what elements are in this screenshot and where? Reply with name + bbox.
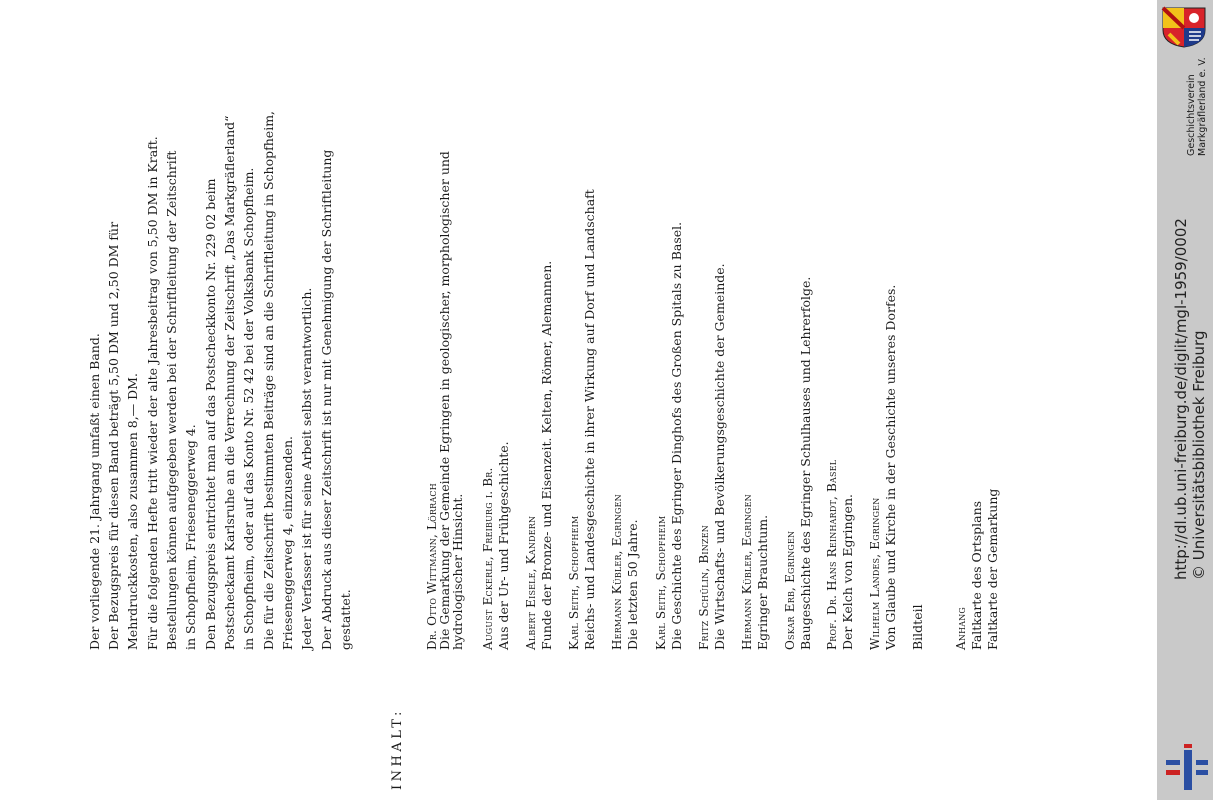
intro-line: Die für die Zeitschrift bestimmten Beiträge sind an die Schriftleitung in Schopfheim, xyxy=(261,110,276,650)
verein-name-line2: Markgräflerland e. V. xyxy=(1197,57,1208,156)
intro-line: Bestellungen können aufgegeben werden bei der Schriftleitung der Zeitschrift xyxy=(164,150,179,650)
toc-author: August Eckerle, Freiburg i. Br. xyxy=(481,467,495,650)
toc-title: Die Gemarkung der Gemeinde Egringen in geologischer, morphologischer und xyxy=(437,151,452,650)
verein-name-line1: Geschichtsverein xyxy=(1186,74,1197,156)
inhalt-heading: INHALT: xyxy=(390,708,405,790)
intro-line: gestattet. xyxy=(338,589,353,650)
toc-author: Hermann Kübler, Egringen xyxy=(610,494,624,650)
toc-title: Egringer Brauchtum. xyxy=(755,514,770,650)
toc-title: Von Glaube und Kirche in der Geschichte unseres Dorfes. xyxy=(883,284,898,650)
toc-title: Reichs- und Landesgeschichte in ihrer Wirkung auf Dorf und Landschaft xyxy=(582,189,597,650)
toc-title: hydrologischer Hinsicht. xyxy=(450,493,465,650)
bildteil-label: Bildteil xyxy=(910,604,925,650)
toc-title: Die Wirtschafts- und Bevölkerungsgeschichte der Gemeinde. xyxy=(712,263,727,650)
anhang-item: Faltkarte der Gemarkung xyxy=(985,488,1000,650)
anhang-heading: Anhang xyxy=(954,606,968,650)
intro-line: Frieseneggerweg 4, einzusenden. xyxy=(280,435,295,650)
toc-title: Baugeschichte des Egringer Schulhauses und Lehrerfolge. xyxy=(798,276,813,650)
toc-author: Hermann Kübler, Egringen xyxy=(740,494,754,650)
intro-line: Postscheckamt Karlsruhe an die Verrechnung der Zeitschrift „Das Markgräflerland“ xyxy=(222,115,237,650)
permalink-url[interactable]: http://dl.ub.uni-freiburg.de/diglit/mgl-1959/0002 xyxy=(1172,218,1190,580)
toc-author: Prof. Dr. Hans Reinhardt, Basel xyxy=(825,459,839,650)
intro-line: Der Bezugspreis für diesen Band beträgt 5,50 DM und 2,50 DM für xyxy=(106,221,121,650)
toc-author: Karl Seith, Schopfheim xyxy=(654,515,668,650)
rotated-document-page xyxy=(80,20,1155,800)
toc-author: Dr. Otto Wittmann, Lörrach xyxy=(425,483,439,650)
toc-author: Wilhelm Landes, Egringen xyxy=(868,497,882,650)
intro-line: Für die folgenden Hefte tritt wieder der alte Jahresbeitrag von 5,50 DM in Kraft. xyxy=(145,136,160,650)
toc-author: Karl Seith, Schopfheim xyxy=(567,515,581,650)
coat-of-arms-icon xyxy=(1161,6,1207,48)
intro-line: Der vorliegende 21. Jahrgang umfaßt einen Band. xyxy=(87,333,102,650)
toc-title: Aus der Ur- und Frühgeschichte. xyxy=(496,441,511,650)
toc-author: Oskar Erb, Egringen xyxy=(783,530,797,650)
intro-line: in Schopfheim, oder auf das Konto Nr. 52 42 bei der Volksbank Schopfheim. xyxy=(241,167,256,650)
intro-line: Mehrdruckkosten, also zusammen 8,— DM. xyxy=(125,373,140,650)
toc-author: Fritz Schülin, Binzen xyxy=(697,525,711,650)
anhang-item: Faltkarte des Ortsplans xyxy=(969,500,984,650)
toc-title: Die letzten 50 Jahre. xyxy=(625,519,640,650)
toc-title: Der Kelch von Egringen. xyxy=(840,494,855,650)
toc-title: Die Geschichte des Egringer Dinghofs des Großen Spitals zu Basel. xyxy=(669,221,684,650)
toc-title: Funde der Bronze- und Eisenzeit. Kelten, Römer, Alemannen. xyxy=(539,260,554,650)
toc-author: Albert Eisele, Kandern xyxy=(524,515,538,650)
copyright-notice: © Universitätsbibliothek Freiburg xyxy=(1190,330,1208,580)
intro-line: in Schopfheim, Frieseneggerweg 4. xyxy=(183,424,198,650)
intro-line: Jeder Verfasser ist für seine Arbeit selbst verantwortlich. xyxy=(299,287,314,650)
intro-line: Der Abdruck aus dieser Zeitschrift ist nur mit Genehmigung der Schriftleitung xyxy=(319,149,334,650)
intro-line: Den Bezugspreis entrichtet man auf das Postscheckkonto Nr. 229 02 beim xyxy=(203,178,218,650)
